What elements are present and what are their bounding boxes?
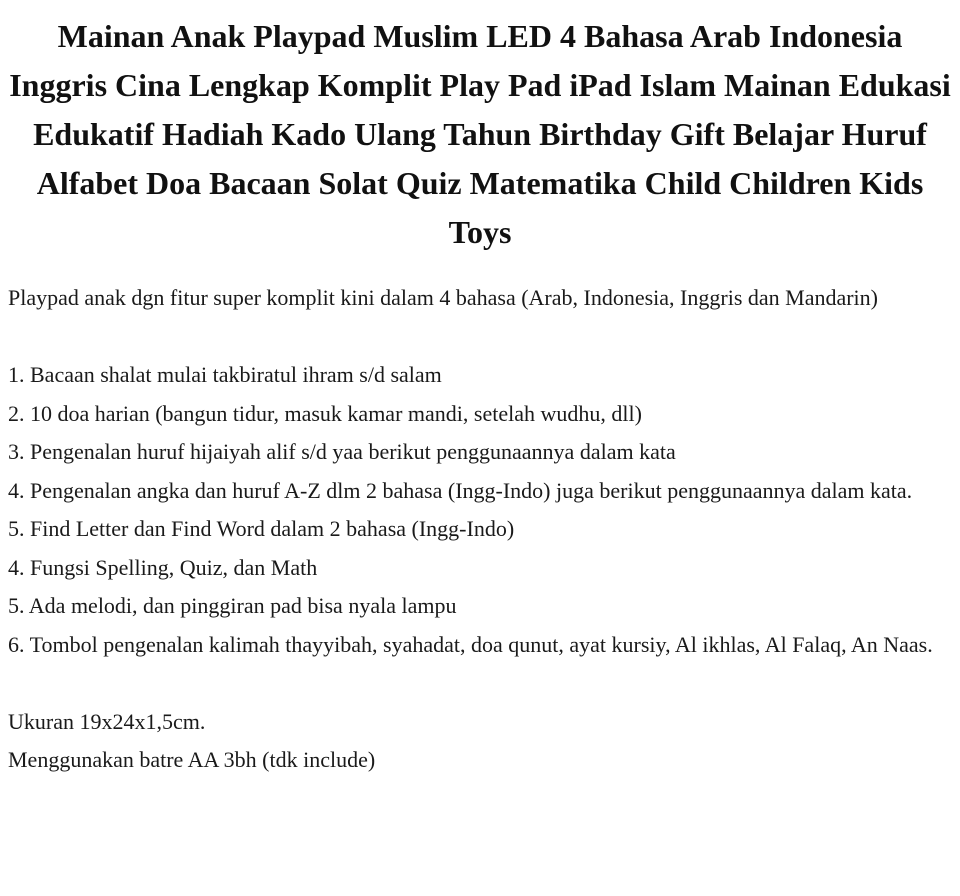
feature-item: 2. 10 doa harian (bangun tidur, masuk kamar mandi, setelah wudhu, dll) [8,400,642,426]
product-title: Mainan Anak Playpad Muslim LED 4 Bahasa Arab Indonesia Inggris Cina Lengkap Komplit Play Pad iPad Islam Mainan Edukasi Edukatif Hadiah Kado Ulang Tahun Birthday Gift Belajar Huruf Alfabet Doa Bacaan Solat Quiz Matematika Child Children Kids Toys [9,18,951,250]
feature-item: 1. Bacaan shalat mulai takbiratul ihram s/d salam [8,362,442,387]
paragraph-spacer [8,318,952,357]
intro-text: Playpad anak dgn fitur super komplit kini dalam 4 bahasa (Arab, Indonesia, Inggris dan Mandarin) [8,285,878,310]
feature-item: 4. Fungsi Spelling, Quiz, dan Math [8,554,318,580]
feature-item: 4. Pengenalan angka dan huruf A-Z dlm 2 bahasa (Ingg-Indo) juga berikut penggunaannya dalam kata. [8,477,913,503]
feature-item: 6. Tombol pengenalan kalimah thayyibah, syahadat, doa qunut, ayat kursiy, Al ikhlas, Al Falaq, An Naas. [8,631,933,657]
feature-item: 5. Ada melodi, dan pinggiran pad bisa nyala lampu [8,593,457,618]
battery-spec: Menggunakan batre AA 3bh (tdk include) [8,747,376,772]
feature-item: 3. Pengenalan huruf hijaiyah alif s/d yaa berikut penggunaannya dalam kata [8,439,676,464]
size-spec: Ukuran 19x24x1,5cm. [8,708,206,734]
paragraph-spacer [8,664,952,703]
feature-item: 5. Find Letter dan Find Word dalam 2 bahasa (Ingg-Indo) [8,516,515,541]
product-description [8,279,952,780]
